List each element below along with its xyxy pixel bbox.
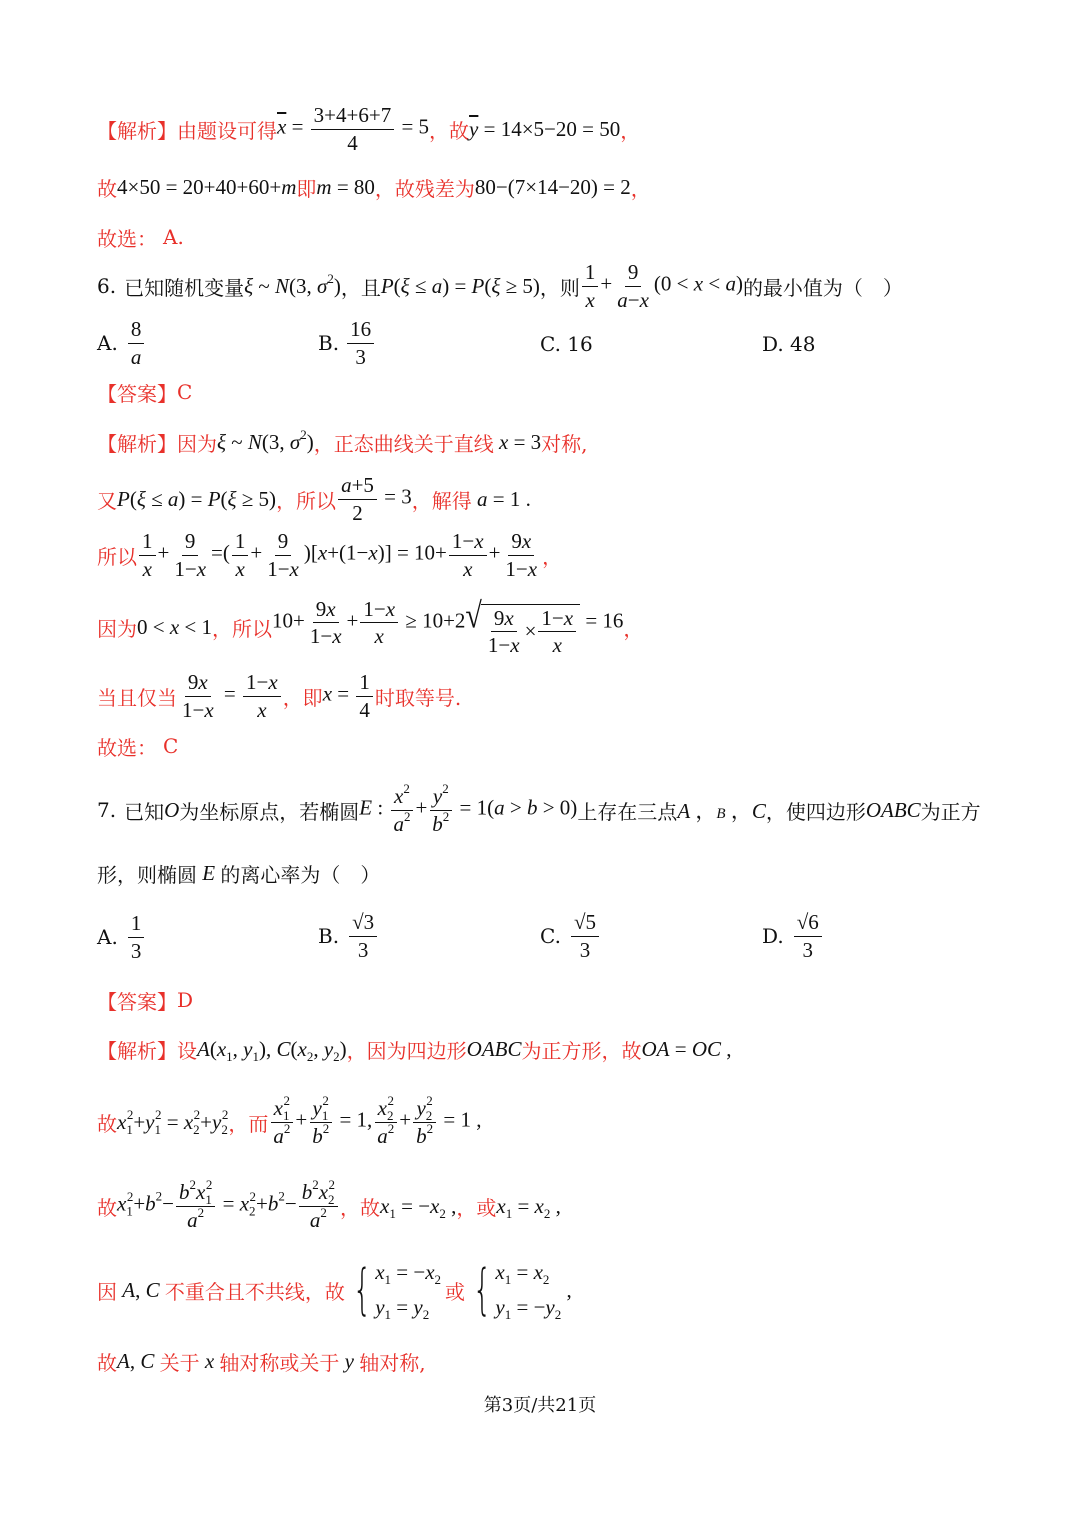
- q7-points-ac: A, C: [122, 1277, 160, 1302]
- q7-text: 设: [177, 1038, 197, 1063]
- option-b-value: $\frac{16}{3}$: [347, 318, 374, 367]
- q7-text: ，而: [228, 1111, 269, 1136]
- q5-text: ，: [630, 176, 651, 201]
- q6-text: 的最小值为（ ）: [742, 275, 903, 300]
- q7-origin: O: [164, 797, 180, 822]
- q7-text: 的离心率为（ ）: [220, 862, 381, 887]
- q7-system-2: { $x_1 = x_2$ $y_1 = -y_2$: [472, 1258, 562, 1322]
- analysis-label: 【解析】: [97, 1038, 177, 1063]
- q7-option-d: [762, 908, 824, 964]
- q7-text: 故: [97, 1111, 117, 1136]
- option-label: B.: [318, 331, 340, 355]
- q6-answer-value: C: [177, 380, 193, 404]
- q6-text: ，则: [539, 275, 580, 300]
- q7-text: ，或: [456, 1195, 497, 1220]
- q7-point-coords: $A(x_1$, $y_1$), $C(x_2$, $y_2$): [197, 1036, 347, 1064]
- q6-text: ，: [623, 616, 644, 641]
- q7-text: 故: [97, 1350, 117, 1375]
- q5-residual-formula: 80−(7×14−20) = 2: [474, 174, 631, 199]
- q6-analysis-line-3: [97, 527, 562, 583]
- q6-analysis-line-4: [97, 598, 643, 656]
- option-label: C.: [540, 924, 561, 948]
- q7-points-ac: A, C: [117, 1348, 155, 1373]
- option-c-value: $\frac{√5}{3}$: [571, 911, 599, 960]
- q7-text: 为坐标原点，若椭圆: [179, 799, 360, 824]
- q6-mean-equation: $\frac{a+5}{2}$ = 3: [336, 474, 412, 523]
- q6-axis: x = 3: [499, 429, 542, 454]
- q7-text: 形，则椭圆: [97, 862, 197, 887]
- choice-label: 故选：: [97, 226, 157, 251]
- q7-ellipse-equation: E : $\frac{x^2}{a^2}$ + $\frac{y^2}{b^2}$ = 1(a > b > 0): [359, 781, 578, 836]
- page-number: 第3页/共21页: [483, 1395, 597, 1416]
- q6-choice: [97, 732, 178, 760]
- q6-option-d: [762, 330, 816, 358]
- q7-text: ，因为四边形: [346, 1038, 467, 1063]
- option-a-value: $\frac{8}{a}$: [128, 318, 145, 367]
- q7-equal-sides: OA = OC ,: [641, 1036, 732, 1061]
- q6-a-value: a = 1 .: [477, 486, 531, 511]
- q7-text: 为正方: [920, 799, 981, 824]
- q6-text: ，解得: [411, 488, 472, 513]
- q6-text: ，所以: [276, 488, 337, 513]
- q6-analysis-line-5: [97, 668, 461, 724]
- q7-system-1: { $x_1 = -x_2$ $y_1 = y_2$: [352, 1258, 442, 1322]
- q6-text: 时取等号.: [374, 685, 462, 710]
- q5-sum-formula: 4×50 = 20+40+60+m: [117, 174, 297, 199]
- q5-text: ，故: [429, 118, 470, 143]
- q6-x-value: x = $\frac{1}{4}$: [323, 671, 375, 720]
- q6-text: ，即: [282, 685, 323, 710]
- q7-option-c: [540, 908, 601, 964]
- q5-m-value: m = 80: [316, 174, 375, 199]
- q6-answer: [97, 378, 192, 406]
- option-a-value: $\frac{1}{3}$: [128, 912, 145, 961]
- answer-label: 【答案】: [97, 989, 177, 1014]
- q5-mean-x-formula: $\overline{x}$ = $\frac{3+4+6+7}{4}$ = 5: [277, 103, 430, 155]
- q7-comma: ,: [561, 1277, 572, 1302]
- option-label: A.: [97, 331, 118, 355]
- q6-option-b: [318, 318, 376, 368]
- q7-case-1: $x_1 = -x_2$ ,: [380, 1193, 457, 1221]
- q6-analysis-line-2: [97, 472, 531, 526]
- q5-mean-y-formula: $\overline{y} = 14\times 5-20 = 50$: [469, 116, 621, 141]
- q7-quadrilateral: OABC: [865, 797, 921, 822]
- q7-number: 7.: [97, 798, 117, 822]
- q5-choice: [97, 223, 184, 251]
- q7-x-axis: x: [204, 1348, 215, 1373]
- q6-probability-equality: P(ξ ≤ a) = P(ξ ≥ 5): [117, 486, 277, 511]
- q7-text: 不重合且不共线，故: [164, 1279, 345, 1304]
- option-label: A.: [97, 925, 118, 949]
- q5-choice-value: A.: [163, 225, 184, 249]
- q7-option-a: [97, 910, 146, 964]
- q7-analysis-line-4: [97, 1258, 572, 1322]
- q6-distribution: ξ ~ N(3, $\sigma^2$): [217, 426, 314, 454]
- q7-analysis-line-3: [97, 1178, 561, 1234]
- q7-y-axis: y: [344, 1348, 354, 1373]
- q6-text: ，正态曲线关于直线: [313, 431, 494, 456]
- q7-text: 轴对称或关于: [219, 1350, 340, 1375]
- analysis-label: 【解析】: [97, 431, 177, 456]
- q5-analysis-line-1: [97, 104, 640, 154]
- q7-text: 上存在三点: [577, 799, 678, 824]
- q7-text: 轴对称,: [359, 1350, 426, 1375]
- q6-choice-value: C: [163, 734, 179, 758]
- q6-range: 0 < x < 1: [137, 614, 213, 639]
- q5-analysis-line-2: [97, 172, 651, 202]
- q7-text: ，使四边形: [765, 799, 866, 824]
- q6-text: ，: [542, 544, 563, 569]
- q7-distance-equation: $x_1^2+y_1^2 = x_2^2+y_2^2$: [117, 1106, 229, 1137]
- q5-text: ，: [620, 118, 641, 143]
- q6-option-a: [97, 318, 146, 368]
- q6-expression: $\frac{1}{x}$ + $\frac{9}{a-x}$ (0 < x < a): [580, 261, 743, 310]
- q7-text: 关于: [159, 1350, 200, 1375]
- q7-answer-value: D: [177, 988, 194, 1012]
- q7-substitution: $x_1^2+b^2-$ $\frac{b^2x_1^2}{a^2}$ = $x_2^2+b^2-$ $\frac{b^2x_2^2}{a^2}$: [117, 1181, 340, 1230]
- q5-text: ，故残差为: [374, 176, 475, 201]
- q6-probability-equality: P(ξ ≤ a) = P(ξ ≥ 5): [380, 273, 540, 298]
- option-d-value: $\frac{√6}{3}$: [794, 911, 822, 960]
- option-b-value: $\frac{√3}{3}$: [349, 911, 377, 960]
- q6-text: 因为: [97, 616, 137, 641]
- q7-text: 故: [97, 1195, 117, 1220]
- option-d-text: D. 48: [762, 332, 816, 356]
- q7-text: ，故: [340, 1195, 381, 1220]
- q7-answer: [97, 986, 193, 1014]
- q7-case-2: $x_1 = x_2$ ,: [496, 1193, 561, 1221]
- q6-distribution: ξ ~ N(3, $\sigma^2$): [244, 270, 341, 298]
- option-label: D.: [762, 924, 784, 948]
- q7-text: 已知: [124, 799, 165, 824]
- option-c-text: C. 16: [540, 332, 593, 356]
- q7-text: 或: [445, 1279, 466, 1304]
- q7-analysis-line-2: [97, 1094, 481, 1150]
- q7-analysis-line-5: [97, 1346, 426, 1376]
- q6-expansion: $\frac{1}{x}$ + $\frac{9}{1-x}$ =( $\frac{1}{x}$ + $\frac{9}{1-x}$ )[x+(1−x)] = 10+ $\frac{1-x}{x}$ + $\frac{9x}{1-x}$: [137, 530, 542, 579]
- q7-on-ellipse: $\frac{x_1^2}{a^2}$ + $\frac{y_1^2}{b^2}$ = 1, $\frac{x_2^2}{a^2}$ + $\frac{y_2^2}{b^2}$ = 1 ,: [268, 1097, 481, 1146]
- choice-label: 故选：: [97, 735, 157, 760]
- q5-text: 故: [97, 176, 117, 201]
- q5-text: 即: [296, 176, 317, 201]
- q5-text: 由题设可得: [177, 118, 277, 143]
- answer-label: 【答案】: [97, 381, 177, 406]
- q6-text: 又: [97, 488, 117, 513]
- q7-quadrilateral: OABC: [466, 1036, 522, 1061]
- option-label: B.: [318, 924, 340, 948]
- q7-ellipse-name: E: [202, 860, 216, 885]
- q7-option-b: [318, 908, 379, 964]
- q6-equality-condition: $\frac{9x}{1-x}$ = $\frac{1-x}{x}$: [177, 671, 283, 720]
- q6-analysis-line-1: [97, 425, 588, 459]
- q6-text: 对称,: [541, 431, 588, 456]
- q7-text: 因: [97, 1279, 117, 1304]
- q6-text: ，且: [340, 275, 381, 300]
- q6-number: 6.: [97, 274, 117, 298]
- q6-option-c: [540, 330, 593, 358]
- q7-points: A ，B ，C: [677, 799, 766, 823]
- analysis-label: 【解析】: [97, 118, 177, 143]
- q7-analysis-line-1: [97, 1032, 732, 1066]
- q6-stem: [97, 260, 903, 312]
- q6-text: 因为: [177, 431, 217, 456]
- q7-text: 为正方形，故: [521, 1038, 642, 1063]
- q6-text: 所以: [97, 544, 137, 569]
- q7-stem-line-2: [97, 859, 380, 887]
- q6-text: 已知随机变量: [124, 275, 245, 300]
- q6-text: ，所以: [212, 616, 273, 641]
- q7-stem-line-1: [97, 782, 981, 838]
- q6-inequality: 10+ $\frac{9x}{1-x}$ + $\frac{1-x}{x}$ ≥ 10+2 √ $\frac{9x}{1-x}$ × $\frac{1-x}{x}$ = 16: [272, 596, 624, 657]
- q6-text: 当且仅当: [97, 685, 177, 710]
